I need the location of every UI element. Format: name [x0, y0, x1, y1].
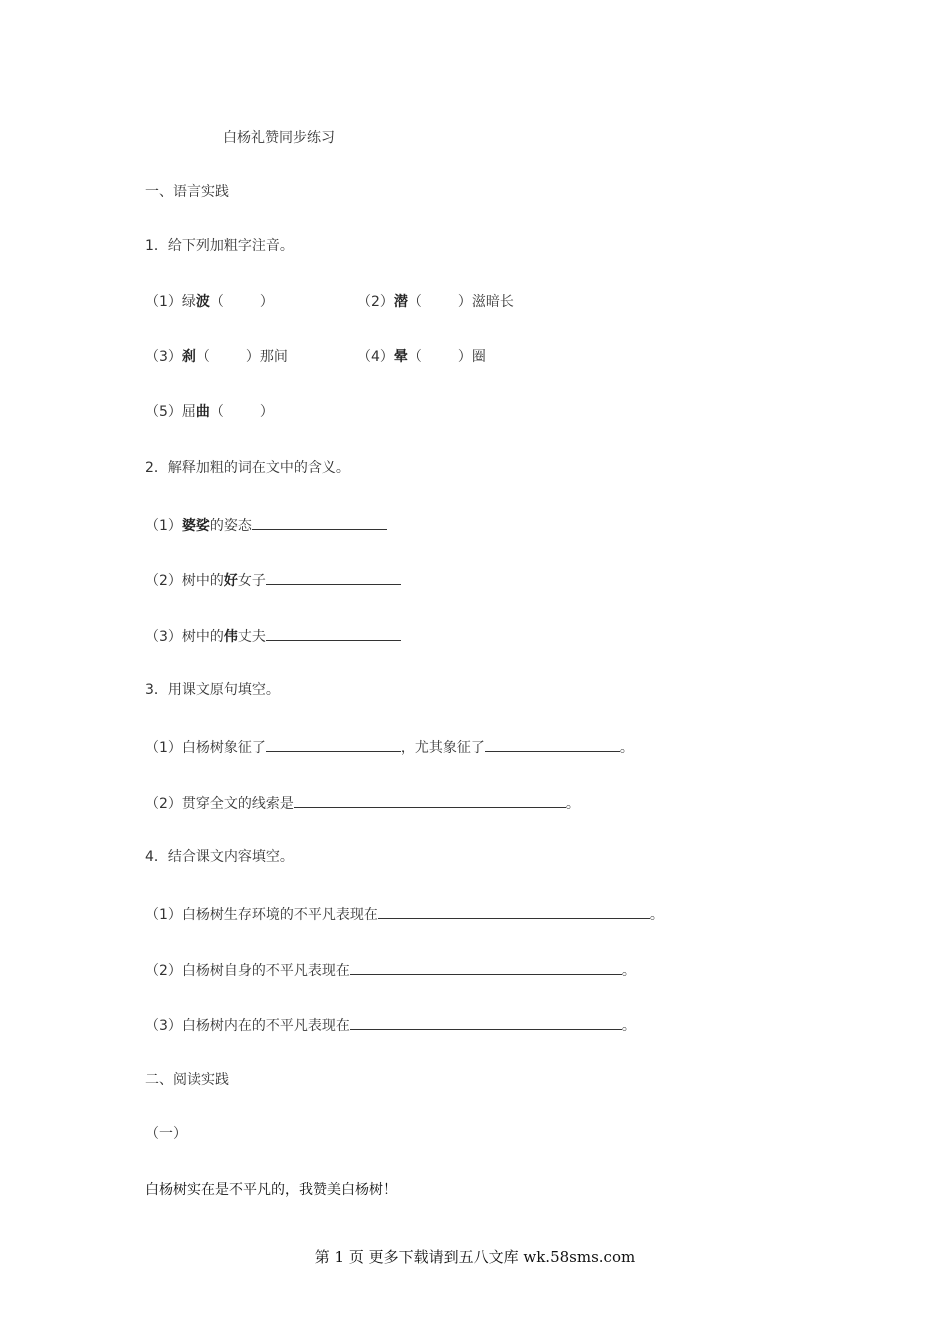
question-1-heading: 1．给下列加粗字注音。	[145, 238, 294, 254]
q1-item-1: （1）绿波（ ）	[145, 294, 274, 310]
answer-blank	[378, 903, 650, 919]
q2-item-3: （3）树中的伟丈夫	[145, 625, 401, 647]
answer-blank	[266, 569, 401, 585]
q4-item-3: （3）白杨树内在的不平凡表现在 。	[145, 1014, 636, 1036]
answer-blank	[350, 1014, 622, 1030]
answer-blank	[252, 514, 387, 530]
q4-item-2: （2）白杨树自身的不平凡表现在 。	[145, 959, 636, 981]
q3-item-2: （2）贯穿全文的线索是 。	[145, 792, 580, 814]
q1-item-4: （4）晕（ ）圈	[357, 349, 486, 365]
q1-item-5: （5）屈曲（ ）	[145, 404, 274, 420]
question-2-heading: 2．解释加粗的词在文中的含义。	[145, 460, 350, 476]
q2-item-2: （2）树中的好女子	[145, 569, 401, 591]
subsection-label: （一）	[145, 1126, 187, 1142]
answer-blank	[294, 792, 566, 808]
question-3-heading: 3．用课文原句填空。	[145, 682, 280, 698]
question-4-heading: 4．结合课文内容填空。	[145, 849, 294, 865]
page-footer: 第 1 页 更多下载请到五八文库 wk.58sms.com	[314, 1248, 636, 1266]
q2-item-1: （1）婆娑的姿态	[145, 514, 387, 536]
answer-blank	[266, 736, 401, 752]
answer-blank	[485, 736, 620, 752]
passage-text: 白杨树实在是不平凡的，我赞美白杨树！	[145, 1182, 397, 1198]
document-title: 白杨礼赞同步练习	[223, 130, 335, 146]
section-heading-language-practice: 一、语言实践	[145, 184, 229, 200]
answer-blank	[350, 959, 622, 975]
answer-blank	[266, 625, 401, 641]
q3-item-1: （1）白杨树象征了 ，尤其象征了 。	[145, 736, 634, 758]
q4-item-1: （1）白杨树生存环境的不平凡表现在 。	[145, 903, 664, 925]
q1-item-2: （2）潜（ ）滋暗长	[357, 294, 514, 310]
q1-item-3: （3）刹（ ）那间	[145, 349, 288, 365]
section-heading-reading-practice: 二、阅读实践	[145, 1072, 229, 1088]
